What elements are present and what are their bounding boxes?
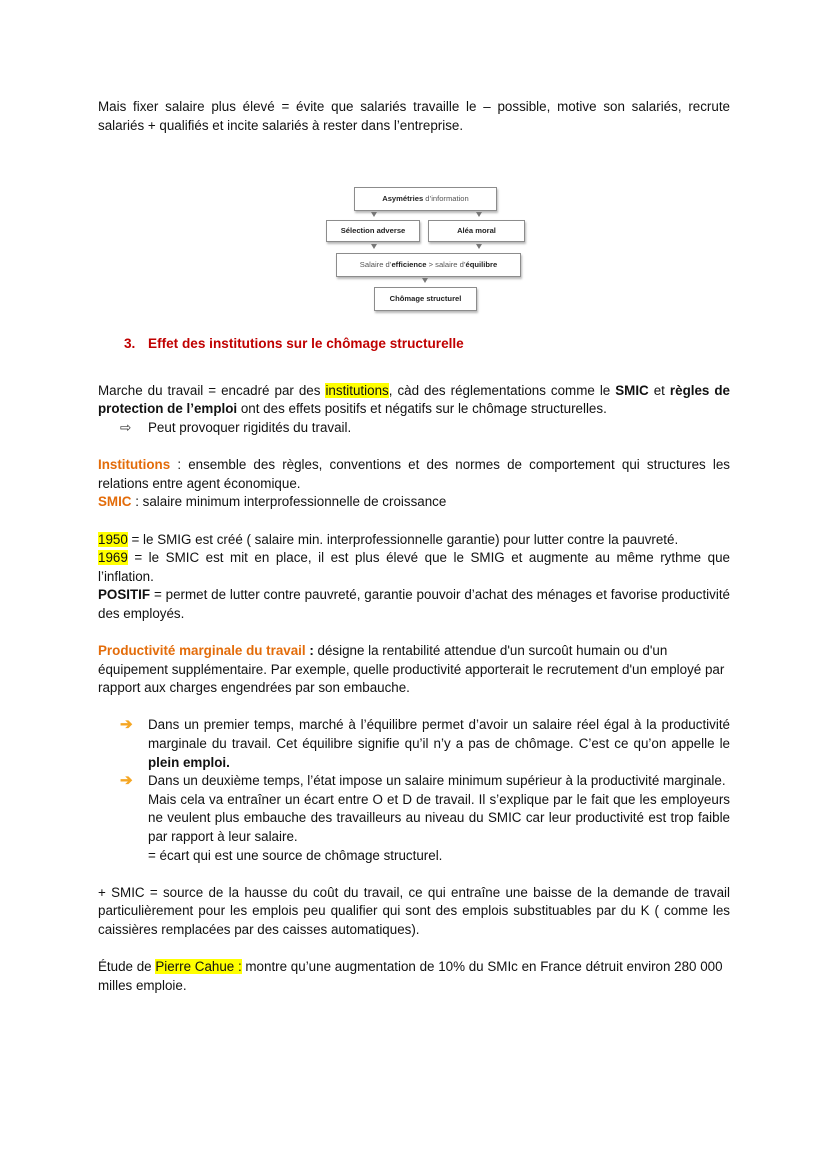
diagram-box-salaire: Salaire d’efficience > salaire d’équilibre bbox=[336, 253, 521, 277]
arrow-down-icon bbox=[422, 278, 428, 283]
intro-paragraph: Mais fixer salaire plus élevé = évite que salariés travaille le – possible, motive son salariés, recrute salariés + qualifiés et incite salariés à rester dans l’entreprise. bbox=[98, 99, 730, 133]
diagram-box-alea-moral: Aléa moral bbox=[428, 220, 525, 242]
arrow-bullet-icon: ➔ bbox=[120, 772, 133, 790]
positif-note: POSITIF = permet de lutter contre pauvreté, garantie pouvoir d’achat des ménages et favorise productivité des employés. bbox=[98, 587, 730, 621]
asymmetry-diagram bbox=[98, 187, 730, 317]
document-page bbox=[98, 98, 730, 995]
paragraph-institutions: Marche du travail = encadré par des institutions, càd des réglementations comme le SMIC et règles de protection de l’emploi ont des effets positifs et négatifs sur le chômage structurelles. bbox=[98, 382, 731, 417]
arrow-down-icon bbox=[371, 244, 377, 249]
history-1969: 1969 = le SMIC est mit en place, il est plus élevé que le SMIG et augmente au même rythme que l’inflation. bbox=[98, 550, 730, 584]
definition-institutions: Institutions : ensemble des règles, conventions et des normes de comportement qui structures les relations entre agent économique. bbox=[98, 457, 730, 491]
bullet-item: ➔ Dans un premier temps, marché à l’équilibre permet d’avoir un salaire réel égal à la productivité marginale du travail. Cet équilibre signifie qu’il n’y a pas de chômage. C’est ce qu’on appelle le plein emploi. bbox=[120, 716, 730, 770]
arrow-down-icon bbox=[476, 212, 482, 217]
diagram-box-asymetries: Asymétries d’information bbox=[354, 187, 497, 211]
definition-productivite: Productivité marginale du travail : désigne la rentabilité attendue d'un surcoût humain ou d'un équipement supplémentaire. Par exemple, quelle productivité apporterait le recrutement d'un employé par rapport aux charges engendrées par son embauche. bbox=[98, 643, 725, 696]
arrow-down-icon bbox=[476, 244, 482, 249]
history-1950: 1950 = le SMIG est créé ( salaire min. interprofessionnelle garantie) pour lutter contre la pauvreté. bbox=[98, 531, 679, 547]
diagram-box-selection-adverse: Sélection adverse bbox=[326, 220, 420, 242]
bullet-item: ➔ Dans un deuxième temps, l’état impose un salaire minimum supérieur à la productivité marginale. Mais cela va entraîner un écart entre O et D de travail. Il s’explique par le fait que les employeurs ne veulent plus embauche des travailleurs au niveau du SMIC car leur productivité est trop faible par rapport à leur salaire. = écart qui est une source de chômage structurel. bbox=[120, 772, 730, 863]
diagram-box-chomage: Chômage structurel bbox=[374, 287, 477, 311]
arrow-note: ⇨ Peut provoquer rigidités du travail. bbox=[120, 419, 730, 438]
arrow-bullet-icon: ➔ bbox=[120, 716, 133, 734]
arrow-right-icon: ⇨ bbox=[120, 419, 132, 435]
etude-cahue: Étude de Pierre Cahue : montre qu’une augmentation de 10% du SMIc en France détruit environ 280 000 milles emploie. bbox=[98, 959, 723, 993]
arrow-down-icon bbox=[371, 212, 377, 217]
paragraph-smic-cost: + SMIC = source de la hausse du coût du travail, ce qui entraîne une baisse de la demande de travail particulièrement pour les emplois peu qualifier qui sont des emplois substituables par du K ( comme les caissières remplacées par des caisses automatiques). bbox=[98, 884, 730, 937]
definition-smic: SMIC : salaire minimum interprofessionnelle de croissance bbox=[98, 494, 447, 510]
section-heading: 3. Effet des institutions sur le chômage structurelle bbox=[124, 336, 464, 352]
